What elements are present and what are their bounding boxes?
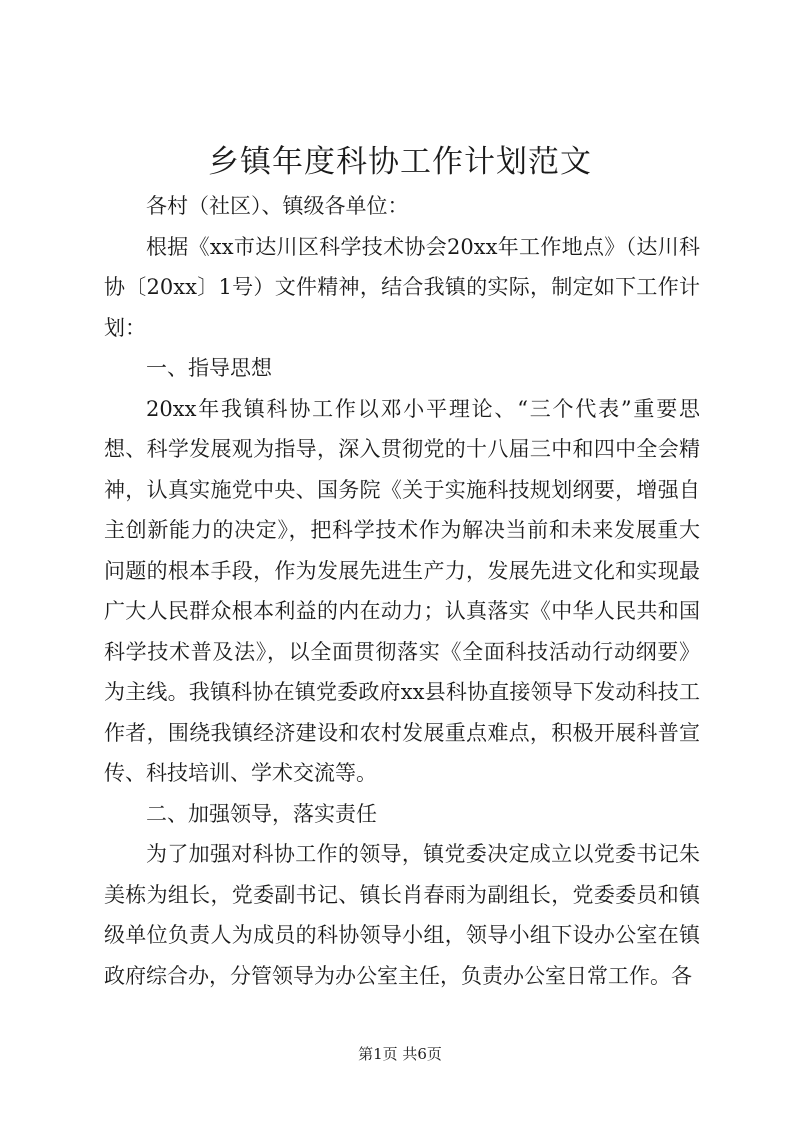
leadership-paragraph: 为了加强对科协工作的领导，镇党委决定成立以党委书记朱美栋为组长，党委副书记、镇长肖春雨为副组长，党委委员和镇级单位负责人为成员的科协领导小组，领导小组下设办公室在镇政府综合办，分管领导为办公室主任，负责办公室日常工作。各: [104, 842, 700, 988]
document-title: 乡镇年度科协工作计划范文: [208, 144, 592, 180]
section-heading-leadership: 二、加强领导，落实责任: [146, 801, 377, 826]
guiding-ideology-paragraph: 20xx年我镇科协工作以邓小平理论、“三个代表”重要思想、科学发展观为指导，深入贯彻党的十八届三中和四中全会精神，认真实施党中央、国务院《关于实施科技规划纲要，增强自主创新能力的决定》，把科学技术作为解决当前和未来发展重大问题的根本手段，作为发展先进生产力，发展先进文化和实现最广大人民群众根本利益的内在动力；认真落实《中华人民共和国科学技术普及法》，以全面贯彻落实《全面科技活动行动纲要》为主线。我镇科协在镇党委政府xx县科协直接领导下发动科技工作者，围绕我镇经济建设和农村发展重点难点，积极开展科普宣传、科技培训、学术交流等。: [104, 396, 700, 785]
document-body: [104, 186, 700, 996]
intro-paragraph: 根据《xx市达川区科学技术协会20xx年工作地点》（达川科协〔20xx〕1号）文件精神，结合我镇的实际，制定如下工作计划：: [104, 234, 700, 340]
page-footer: 第1页 共6页: [358, 1045, 442, 1063]
section-heading-guiding-ideology: 一、指导思想: [146, 356, 272, 380]
salutation-paragraph: 各村（社区）、镇级各单位：: [146, 194, 409, 218]
